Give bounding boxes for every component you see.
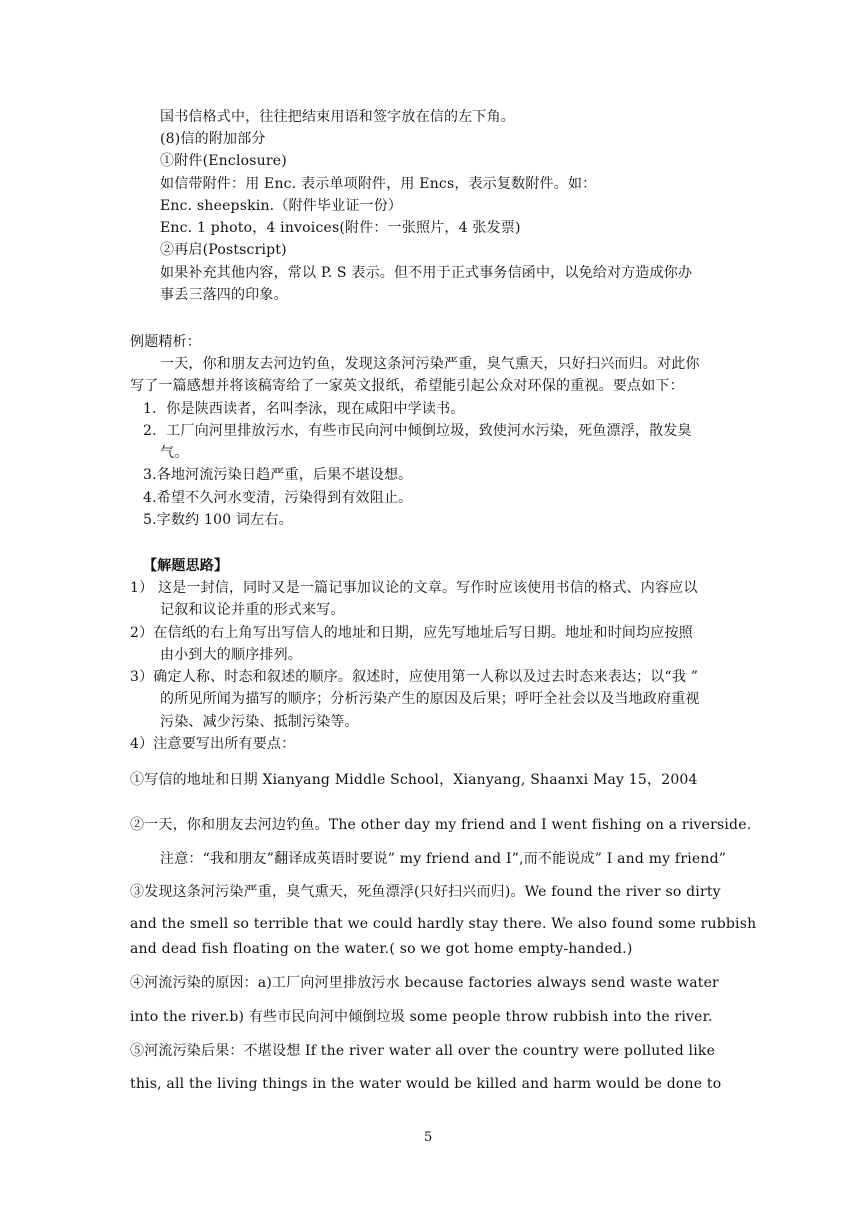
text-line: 注意：“我和朋友”翻译成英语时要说” my friend and I”,而不能说成” I and my friend” — [160, 851, 727, 867]
text-line: 2．工厂向河里排放污水，有些市民向河中倾倒垃圾，致使河水污染，死鱼漂浮，散发臭 — [143, 423, 692, 439]
text-line: 一天，你和朋友去河边钓鱼，发现这条河污染严重，臭气熏天，只好扫兴而归。对此你 — [160, 356, 700, 372]
text-line: 4）注意要写出所有要点： — [130, 736, 296, 752]
text-line: 气。 — [160, 445, 189, 461]
text-line: ①附件(Enclosure) — [160, 153, 287, 169]
text-line: 2）在信纸的右上角写出写信人的地址和日期，应先写地址后写日期。地址和时间均应按照 — [130, 625, 693, 641]
text-line: and dead fish floating on the water.( so we got home empty-handed.) — [130, 941, 633, 957]
text-line: 国书信格式中，往往把结束用语和签字放在信的左下角。 — [160, 109, 515, 125]
text-line: 3.各地河流污染日趋严重，后果不堪设想。 — [143, 467, 413, 483]
text-line: 4.希望不久河水变清，污染得到有效阻止。 — [143, 490, 413, 506]
text-line: 如果补充其他内容，常以 P. S 表示。但不用于正式事务信函中，以免给对方造成你办 — [160, 265, 693, 281]
text-line: 由小到大的顺序排列。 — [160, 647, 302, 663]
text-line: ①写信的地址和日期 Xianyang Middle School，Xianyang, Shaanxi May 15，2004 — [130, 772, 698, 788]
text-line: ④河流污染的原因：a)工厂向河里排放污水 because factories always send waste water — [130, 975, 719, 991]
page-number: 5 — [424, 1130, 433, 1145]
text-line: ⑤河流污染后果：不堪设想 If the river water all over the country were polluted like — [130, 1043, 716, 1059]
section-heading: 例题精析： — [130, 334, 201, 350]
text-line: 1） 这是一封信，同时又是一篇记事加议论的文章。写作时应该使用书信的格式、内容应以 — [130, 580, 698, 596]
text-line: ③发现这条河污染严重，臭气熏天，死鱼漂浮(只好扫兴而归)。We found the river so dirty — [130, 884, 721, 900]
text-line: and the smell so terrible that we could hardly stay there. We also found some rubbish — [130, 916, 757, 932]
text-line: 5.字数约 100 词左右。 — [143, 512, 293, 528]
section-heading: 【解题思路】 — [143, 558, 229, 574]
text-line: this, all the living things in the water would be killed and harm would be done to — [130, 1076, 722, 1092]
text-line: ②一天，你和朋友去河边钓鱼。The other day my friend and I went fishing on a riverside. — [130, 817, 752, 833]
text-line: ②再启(Postscript) — [160, 242, 287, 258]
text-line: 记叙和议论并重的形式来写。 — [160, 602, 345, 618]
text-line: 1．你是陕西读者，名叫李泳，现在咸阳中学读书。 — [143, 401, 465, 417]
text-line: 事丢三落四的印象。 — [160, 287, 288, 303]
text-line: 写了一篇感想并将该稿寄给了一家英文报纸，希望能引起公众对环保的重视。要点如下： — [130, 378, 684, 394]
text-line: 3）确定人称、时态和叙述的顺序。叙述时，应使用第一人称以及过去时态来表达；以“我 ” — [130, 669, 699, 685]
text-line: into the river.b) 有些市民向河中倾倒垃圾 some people throw rubbish into the river. — [130, 1009, 713, 1025]
text-line: 污染、减少污染、抵制污染等。 — [160, 714, 359, 730]
text-line: Enc. 1 photo，4 invoices(附件：一张照片，4 张发票) — [160, 220, 521, 236]
text-line: 如信带附件：用 Enc. 表示单项附件，用 Encs，表示复数附件。如： — [160, 176, 597, 192]
text-line: 的所见所闻为描写的顺序；分析污染产生的原因及后果；呼吁全社会以及当地政府重视 — [160, 691, 700, 707]
text-line: Enc. sheepskin.（附件毕业证一份） — [160, 198, 403, 214]
text-line: (8)信的附加部分 — [160, 131, 266, 147]
